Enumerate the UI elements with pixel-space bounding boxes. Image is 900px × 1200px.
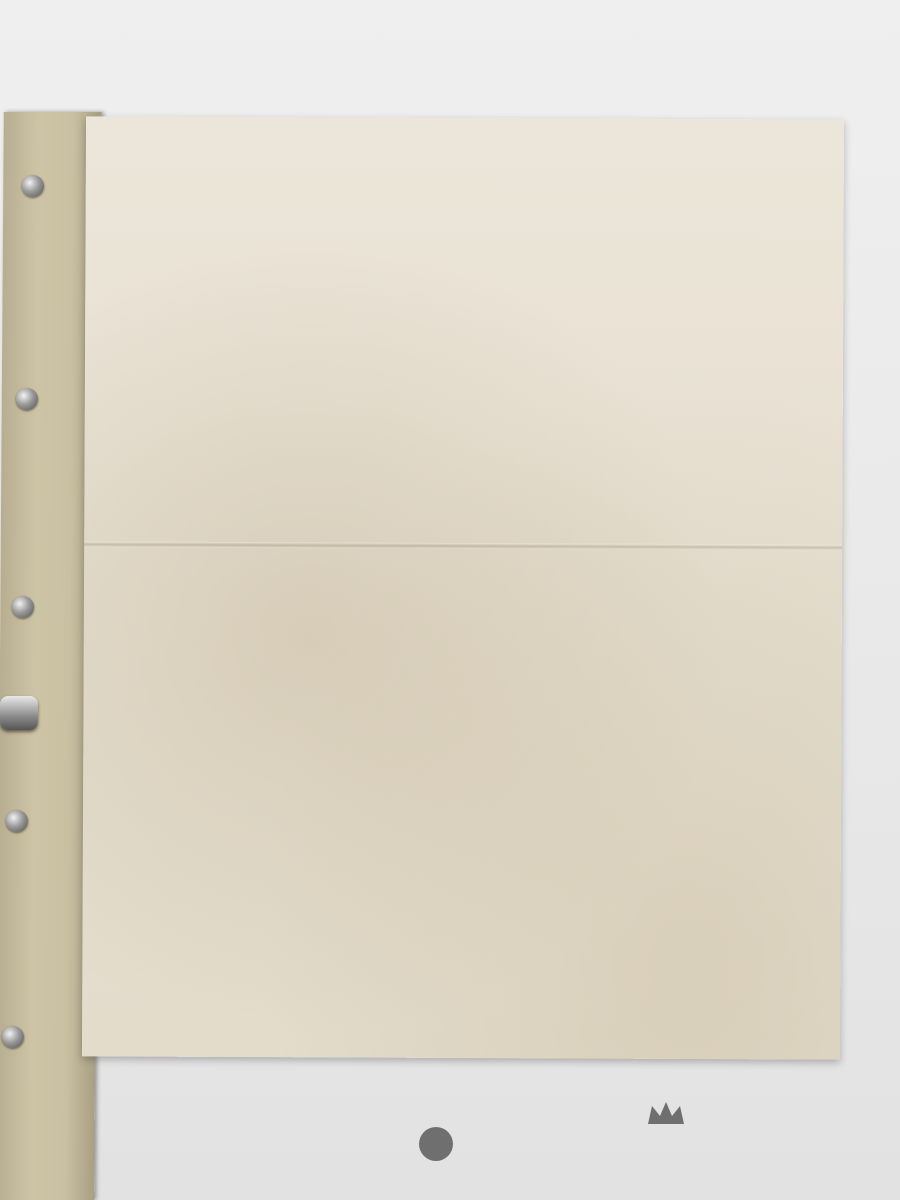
rule-paragraph [122, 195, 818, 198]
rule-paragraph [122, 195, 818, 198]
ruler-hinge-icon [0, 696, 38, 730]
rule-paragraph [122, 195, 818, 198]
rivet-icon [6, 810, 28, 832]
watermark-brand [418, 1126, 454, 1166]
rivet-icon [12, 596, 34, 618]
crown-icon [646, 1100, 686, 1126]
rule-paragraph [122, 195, 818, 198]
rule-paragraph [122, 195, 818, 198]
note-paragraph [122, 197, 818, 200]
rule-paragraph [122, 195, 818, 198]
watermark-o-disc-icon [419, 1127, 453, 1161]
rivet-icon [2, 1026, 24, 1048]
rivet-icon [22, 175, 44, 197]
rule-paragraph [122, 195, 818, 198]
rivet-icon [16, 388, 38, 410]
document-title [86, 152, 844, 155]
tax-rules-sheet [82, 116, 844, 1059]
document-body [122, 195, 818, 204]
paper-fold-crease [84, 541, 842, 550]
rule-paragraph [122, 195, 818, 198]
note-paragraph [122, 201, 818, 204]
